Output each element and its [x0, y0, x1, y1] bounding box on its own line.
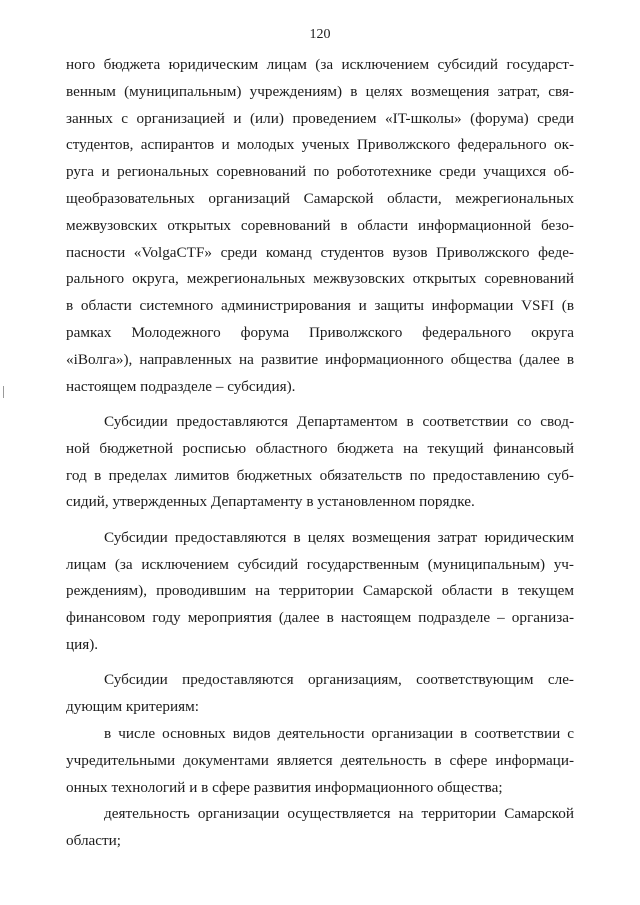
text-line: учредительными документами является деятельность в сфере информаци- [66, 751, 574, 769]
text-line: Субсидии предоставляются Департаментом в соответствии со свод- [104, 412, 574, 430]
text-line: сидий, утвержденных Департаменту в установленном порядке. [66, 493, 475, 511]
text-line: межвузовских открытых соревнований в области информационной безо- [66, 216, 574, 234]
text-line: студентов, аспирантов и молодых ученых Приволжского федерального ок- [66, 136, 574, 154]
text-line: настоящем подразделе – субсидия). [66, 377, 296, 395]
text-line: год в пределах лимитов бюджетных обязательств по предоставлению суб- [66, 466, 574, 484]
paragraph [66, 721, 574, 801]
text-line: руга и региональных соревнований по робототехнике среди учащихся об- [66, 163, 574, 181]
text-line: щеобразовательных организаций Самарской области, межрегиональных [66, 189, 574, 207]
text-line: деятельность организации осуществляется на территории Самарской [104, 805, 574, 823]
paragraph [66, 667, 574, 721]
page-number: 120 [309, 27, 331, 42]
text-line: реждениям), проводившим на территории Самарской области в текущем [66, 582, 574, 600]
text-line: онных технологий и в сфере развития информационного общества; [66, 778, 503, 796]
text-line: рамках Молодежного форума Приволжского федерального округа [66, 323, 574, 341]
margin-mark [3, 386, 4, 398]
text-line: в числе основных видов деятельности организации в соответствии с [104, 724, 574, 742]
paragraph [66, 52, 574, 400]
text-line: венным (муниципальным) учреждениям) в целях возмещения затрат, свя- [66, 82, 574, 100]
text-line: рального округа, межрегиональных межвузовских открытых соревнований [66, 270, 574, 288]
text-line: ция). [66, 635, 99, 653]
document-body [66, 52, 574, 855]
paragraph [66, 801, 574, 855]
text-line: финансовом году мероприятия (далее в настоящем подразделе – организа- [66, 609, 574, 627]
text-line: лицам (за исключением субсидий государственным (муниципальным) уч- [66, 555, 574, 573]
text-line: Субсидии предоставляются в целях возмещения затрат юридическим [104, 528, 574, 546]
text-line: в области системного администрирования и защиты информации VSFI (в [66, 297, 574, 315]
text-line: пасности «VolgaCTF» среди команд студентов вузов Приволжского феде- [66, 243, 574, 261]
paragraph [66, 525, 574, 659]
text-line: Субсидии предоставляются организациям, соответствующим сле- [104, 671, 574, 689]
text-line: ного бюджета юридическим лицам (за исключением субсидий государст- [66, 56, 574, 73]
text-line: дующим критериям: [66, 698, 199, 716]
paragraph [66, 409, 574, 516]
text-line: занных с организацией и (или) проведением «IT-школы» (форума) среди [66, 109, 574, 127]
text-line: области; [66, 832, 121, 850]
text-line: ной бюджетной росписью областного бюджета на текущий финансовый [66, 439, 574, 457]
text-line: «iВолга»), направленных на развитие информационного общества (далее в [66, 350, 574, 368]
